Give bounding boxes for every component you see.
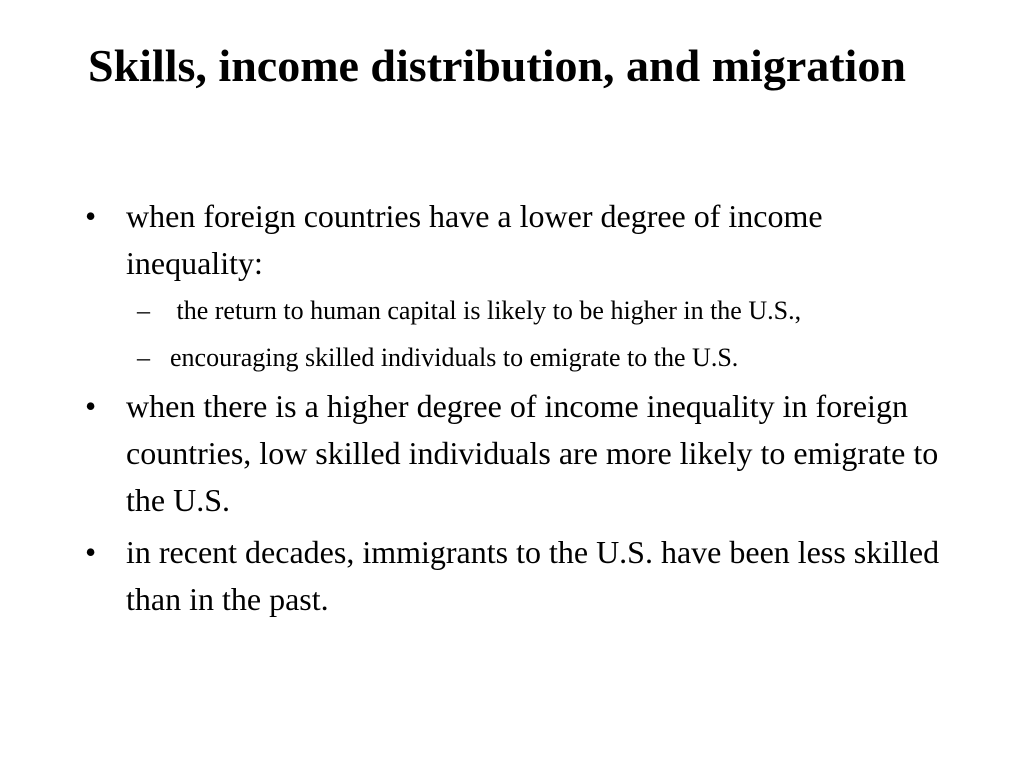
sub-bullet-marker: – [137,343,150,372]
sub-bullet-list [0,292,1024,377]
bullet-marker: • [85,388,97,424]
bullet-list [0,193,1024,623]
sub-bullet-item [0,339,1024,377]
bullet-text: when foreign countries have a lower degree of income inequality: [126,198,823,281]
sub-bullet-text: encouraging skilled individuals to emigrate to the U.S. [170,343,739,372]
bullet-row [0,193,1024,287]
bullet-item [0,383,1024,524]
bullet-text: in recent decades, immigrants to the U.S. have been less skilled than in the past. [126,534,940,617]
bullet-item [0,529,1024,623]
bullet-item [0,193,1024,377]
sub-bullet-text: the return to human capital is likely to be higher in the U.S., [170,296,802,325]
bullet-row [0,383,1024,524]
slide-title: Skills, income distribution, and migration [88,40,906,91]
bullet-marker: • [85,198,97,234]
bullet-text: when there is a higher degree of income inequality in foreign countries, low skilled individuals are more likely to emigrate to the U.S. [126,388,939,518]
sub-bullet-item [0,292,1024,330]
bullet-marker: • [85,534,97,570]
bullet-row [0,529,1024,623]
sub-bullet-marker: – [137,296,150,325]
